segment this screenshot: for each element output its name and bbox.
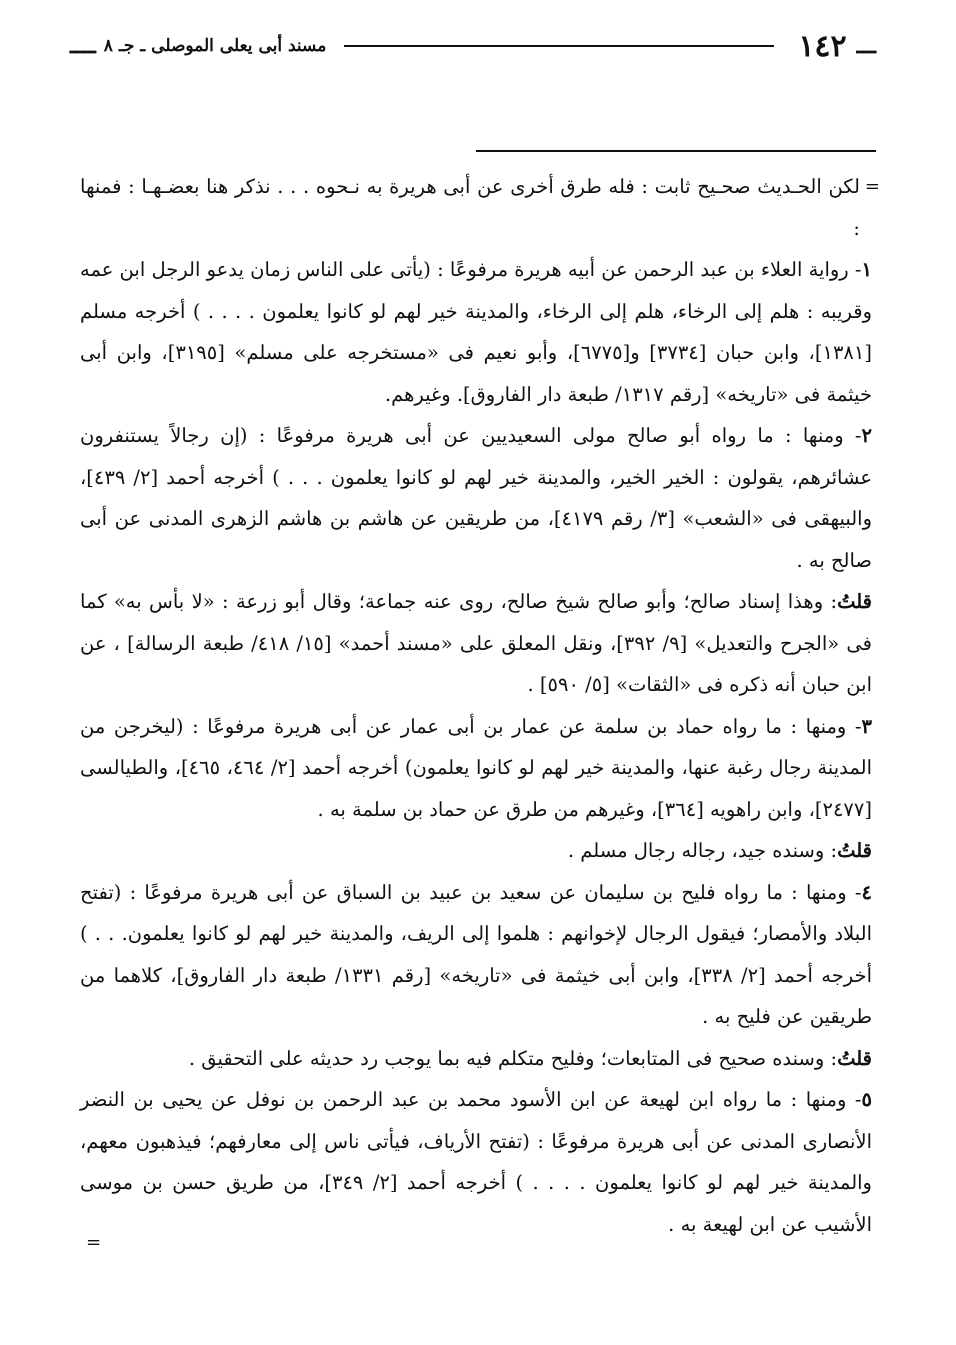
comment-3 [80, 1038, 872, 1080]
paragraph-3-text: - ومنها : ما رواه حماد بن سلمة عن عمار بن أبى عمار عن أبى هريرة مرفوعًا : (ليخرجن من المدينة رجال رغبة عنها، والمدينة خير لهم لو كانوا يعلمون) أخرجه أحمد [٢/ ٤٦٤، ٤٦٥]، والطيالسى [٢٤٧٧]، وابن راهويه [٣٦٤]، وغيرهم من طرق عن حماد بن سلمة به . [80, 714, 872, 821]
item-number-2: ٢ [861, 424, 872, 447]
comment-2-text: : وسنده جيد، رجاله رجال مسلم . [567, 839, 838, 862]
footnote-body [80, 166, 872, 1245]
paragraph-2 [80, 415, 872, 581]
page-header [60, 26, 876, 66]
running-title: مسند أبى يعلى الموصلى ـ جـ ٨ [103, 36, 327, 56]
comment-2-label: قلتُ [837, 839, 872, 862]
comment-1-text: : وهذا إسناد صالح؛ وأبو صالح شيخ صالح، روى عنه جماعة؛ وقال أبو زرعة : «لا بأس به» كما فى «الجرح والتعديل» [٩/ ٣٩٢]، ونقل المعلق على «مسند أحمد» [١٥/ ٤١٨/ طبعة الرسالة] ، عن ابن حبان أنه ذكره فى «الثقات» [٥/ ٥٩٠] . [80, 590, 872, 696]
continued-from-mark: = [864, 176, 880, 197]
item-number-4: ٤ [861, 880, 872, 904]
footnote-separator [476, 150, 876, 152]
header-rule [344, 45, 774, 47]
item-number-5: ٥ [861, 1088, 872, 1111]
paragraph-5-text: - ومنها : ما رواه ابن لهيعة عن ابن الأسود محمد بن عبد الرحمن بن نوفل عن يحيى بن النضر الأنصارى المدنى عن أبى هريرة مرفوعًا : (تفتح الأرياف، فيأتى ناس إلى معارفهم؛ فيذهبون معهم، والمدينة خير لهم لو كانوا يعلمون . . . . ) أخرجه أحمد [٢/ ٣٤٩]، من طريق حسن بن موسى الأشيب عن ابن لهيعة به . [80, 1088, 872, 1236]
page-number: ١٤٢ [798, 28, 847, 64]
comment-3-text: : وسنده صحيح فى المتابعات؛ وفليح متكلم فيه بما يوجب رد حديثه على التحقيق . [188, 1046, 838, 1070]
paragraph-2-text: - ومنها : ما رواه أبو صالح مولى السعيديين عن أبى هريرة مرفوعًا : (إن رجالاً يستنفرون عشائرهم، يقولون : الخير الخير، والمدينة خير لهم لو كانوا يعلمون . . . ) أخرجه أحمد [٢/ ٤٣٩]، والبيهقى فى «الشعب» [٣/ رقم ٤١٧٩]، من طريقين عن هاشم بن هاشم الزهرى المدنى عن أبى صالح به . [80, 424, 873, 572]
paragraph-4 [80, 872, 872, 1038]
item-number-1: ١ [861, 258, 872, 281]
item-number-3: ٣ [861, 714, 872, 738]
comment-1 [80, 581, 872, 706]
header-dash-right: ـــ [856, 33, 876, 59]
comment-1-label: قلتُ [837, 590, 872, 613]
paragraph-1 [80, 249, 872, 415]
intro-paragraph: لكن الحـديث صحـيح ثابت : فله طرق أخرى عن أبى هريرة به نـحوه . . . نذكر هنا بعضـهـا : فمنها : [80, 175, 860, 240]
paragraph-4-text: - ومنها : ما رواه فليح بن سليمان عن سعيد بن عبيد بن السباق عن أبى هريرة مرفوعًا : (تفتح البلاد والأمصار؛ فيقول الرجال لإخوانهم : هلموا إلى الريف، والمدينة خير لهم لو كانوا يعلمون. . . ) أخرجه أحمد [٢/ ٣٣٨]، وابن أبى خيثمة فى «تاريخه» [رقم ١٣٣١/ طبعة دار الفاروق]، كلاهما من طريقين عن فليح به . [80, 880, 872, 1028]
header-dash-left: ــــ [70, 33, 96, 59]
comment-3-label: قلتُ [837, 1046, 872, 1070]
comment-2 [80, 830, 872, 872]
paragraph-3 [80, 706, 872, 831]
paragraph-5 [80, 1079, 872, 1245]
paragraph-1-text: - رواية العلاء بن عبد الرحمن عن أبيه هريرة مرفوعًا : (يأتى على الناس زمان يدعو الرجل ابن عمه وقريبه : هلم إلى الرخاء، هلم إلى الرخاء، والمدينة خير لهم لو كانوا يعلمون . . . . ) أخرجه مسلم [١٣٨١]، وابن حبان [٣٧٣٤] و[٦٧٧٥]، وأبو نعيم فى «مستخرجه على مسلم» [٣١٩٥]، وابن أبى خيثمة فى «تاريخه» [رقم ١٣١٧/ طبعة دار الفاروق]. وغيرهم. [80, 258, 872, 406]
continued-to-mark: = [86, 1232, 102, 1253]
